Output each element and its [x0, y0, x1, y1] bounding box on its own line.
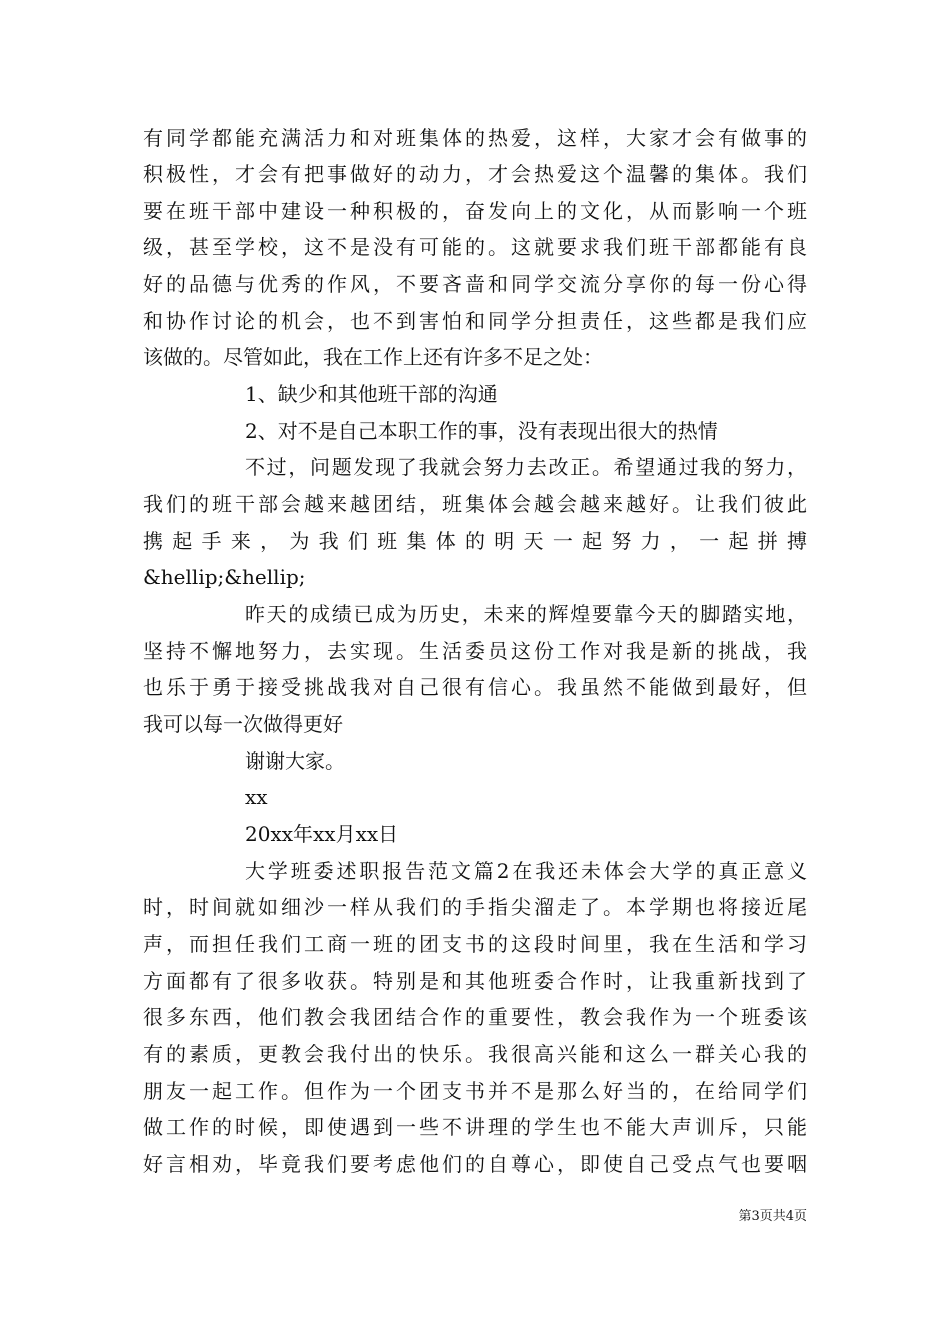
text-line: 大学班委述职报告范文篇2在我还未体会大学的真正意义	[245, 859, 807, 883]
text-line: 该做的。尽管如此，我在工作上还有许多不足之处：	[143, 345, 603, 369]
text-line: 和协作讨论的机会，也不到害怕和同学分担责任，这些都是我们应	[143, 309, 807, 333]
text-line: 要在班干部中建设一种积极的，奋发向上的文化，从而影响一个班	[143, 199, 807, 223]
text-line: 坚持不懈地努力，去实现。生活委员这份工作对我是新的挑战，我	[143, 639, 807, 663]
text-line: 昨天的成绩已成为历史，未来的辉煌要靠今天的脚踏实地，	[245, 602, 807, 626]
text-line: 有同学都能充满活力和对班集体的热爱，这样，大家才会有做事的	[143, 126, 807, 150]
text-line: 好的品德与优秀的作风，不要吝啬和同学交流分享你的每一份心得	[143, 272, 807, 296]
signature-line: xx	[245, 785, 268, 809]
text-line: 级，甚至学校，这不是没有可能的。这就要求我们班干部都能有良	[143, 235, 807, 259]
text-line: 有的素质，更教会我付出的快乐。我很高兴能和这么一群关心我的	[143, 1042, 807, 1066]
page-number-footer: 第3页共4页	[738, 1209, 807, 1224]
text-line: &hellip;&hellip;	[143, 565, 306, 589]
closing-line: 谢谢大家。	[245, 749, 345, 773]
text-line: 不过，问题发现了我就会努力去改正。希望通过我的努力，	[245, 455, 807, 479]
text-line: 我可以每一次做得更好	[143, 712, 343, 736]
text-line: 我们的班干部会越来越团结，班集体会越会越来越好。让我们彼此	[143, 492, 807, 516]
text-line: 时，时间就如细沙一样从我们的手指尖溜走了。本学期也将接近尾	[143, 895, 807, 919]
text-line: 做工作的时候，即使遇到一些不讲理的学生也不能大声训斥，只能	[143, 1115, 807, 1139]
date-line: 20xx年xx月xx日	[245, 822, 399, 846]
text-line: 朋友一起工作。但作为一个团支书并不是那么好当的，在给同学们	[143, 1079, 807, 1103]
list-item: 1、缺少和其他班干部的沟通	[245, 382, 498, 406]
text-line: 也乐于勇于接受挑战我对自己很有信心。我虽然不能做到最好，但	[143, 675, 807, 699]
list-item: 2、对不是自己本职工作的事，没有表现出很大的热情	[245, 419, 718, 443]
text-line: 很多东西，他们教会我团结合作的重要性，教会我作为一个班委该	[143, 1005, 807, 1029]
text-line: 好言相劝，毕竟我们要考虑他们的自尊心，即使自己受点气也要咽	[143, 1152, 807, 1176]
text-line: 方面都有了很多收获。特别是和其他班委合作时，让我重新找到了	[143, 969, 807, 993]
text-line: 携起手来，为我们班集体的明天一起努力，一起拼搏	[143, 529, 807, 553]
text-line: 声，而担任我们工商一班的团支书的这段时间里，我在生活和学习	[143, 932, 807, 956]
text-line: 积极性，才会有把事做好的动力，才会热爱这个温馨的集体。我们	[143, 162, 807, 186]
